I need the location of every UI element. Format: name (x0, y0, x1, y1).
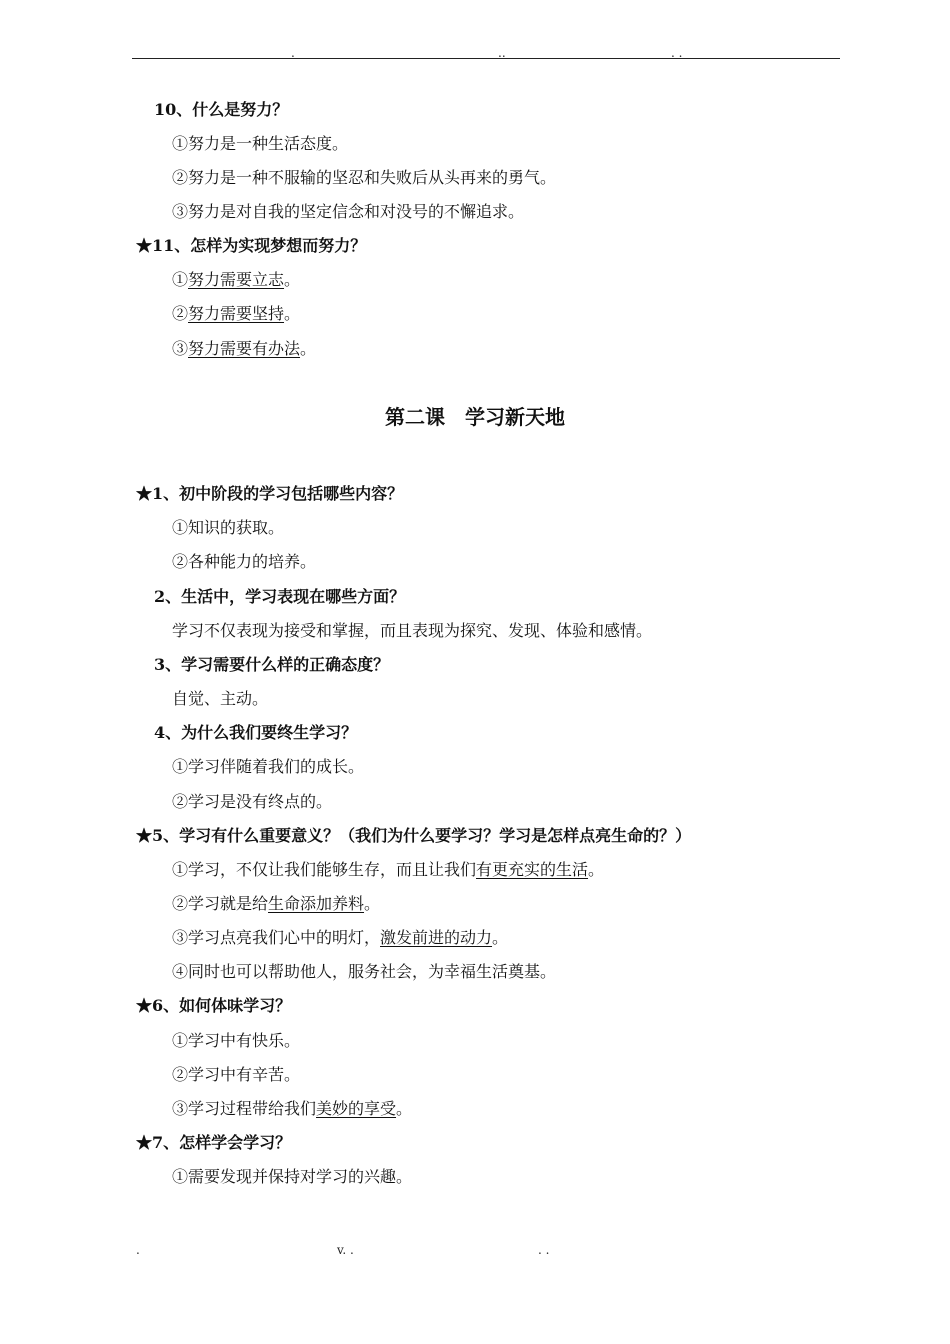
underlined-key-phrase: 努力需要有办法 (188, 339, 301, 358)
answer-line: ①需要发现并保持对学习的兴趣。 (172, 1167, 413, 1186)
answer-line: ②学习是没有终点的。 (172, 792, 333, 811)
key-question-heading: ★5、学习有什么重要意义？（我们为什么要学习？学习是怎样点亮生命的？） (136, 826, 692, 845)
underlined-key-phrase: 努力需要立志 (188, 270, 285, 289)
underlined-key-phrase: 生命添加养料 (268, 894, 365, 913)
header-rule (132, 58, 840, 59)
answer-line: ①学习伴随着我们的成长。 (172, 757, 365, 776)
answer-line: ①知识的获取。 (172, 518, 285, 537)
question-heading: 10、什么是努力？ (154, 100, 289, 119)
lesson-title: 第二课 学习新天地 (385, 405, 565, 429)
answer-line: ③努力需要有办法。 (172, 339, 317, 358)
answer-line: ②努力需要坚持。 (172, 304, 301, 323)
footer-mark: . . (538, 1243, 550, 1257)
answer-line: ②努力是一种不服输的坚忍和失败后从头再来的勇气。 (172, 168, 557, 187)
question-heading: 4、为什么我们要终生学习？ (154, 723, 358, 742)
key-question-heading: ★6、如何体味学习？ (136, 996, 292, 1015)
header-mark: .. (498, 46, 506, 60)
answer-line: ②学习中有辛苦。 (172, 1065, 301, 1084)
question-heading: 3、学习需要什么样的正确态度？ (154, 655, 390, 674)
header-mark: . . (671, 46, 683, 60)
answer-line: ①学习，不仅让我们能够生存，而且让我们有更充实的生活。 (172, 860, 605, 879)
underlined-key-phrase: 激发前进的动力 (380, 928, 493, 947)
answer-line: 自觉、主动。 (172, 689, 269, 708)
answer-line: ④同时也可以帮助他人，服务社会，为幸福生活奠基。 (172, 962, 557, 981)
answer-line: ③学习点亮我们心中的明灯，激发前进的动力。 (172, 928, 509, 947)
header-mark: . (291, 46, 295, 60)
underlined-key-phrase: 努力需要坚持 (188, 304, 285, 323)
underlined-key-phrase: 有更充实的生活 (476, 860, 589, 879)
key-question-heading: ★7、怎样学会学习？ (136, 1133, 292, 1152)
answer-line: 学习不仅表现为接受和掌握，而且表现为探究、发现、体验和感情。 (172, 621, 653, 640)
answer-line: ②学习就是给生命添加养料。 (172, 894, 381, 913)
underlined-key-phrase: 美妙的享受 (316, 1099, 397, 1118)
key-question-heading: ★1、初中阶段的学习包括哪些内容？ (136, 484, 404, 503)
answer-line: ①努力需要立志。 (172, 270, 301, 289)
answer-line: ①学习中有快乐。 (172, 1031, 301, 1050)
footer-mark: v. . (337, 1243, 354, 1257)
footer-mark: . (136, 1243, 140, 1257)
question-heading: 2、生活中，学习表现在哪些方面？ (154, 587, 406, 606)
answer-line: ③学习过程带给我们美妙的享受。 (172, 1099, 413, 1118)
key-question-heading: ★11、怎样为实现梦想而努力？ (136, 236, 367, 255)
answer-line: ②各种能力的培养。 (172, 552, 317, 571)
answer-line: ③努力是对自我的坚定信念和对没号的不懈追求。 (172, 202, 525, 221)
answer-line: ①努力是一种生活态度。 (172, 134, 349, 153)
